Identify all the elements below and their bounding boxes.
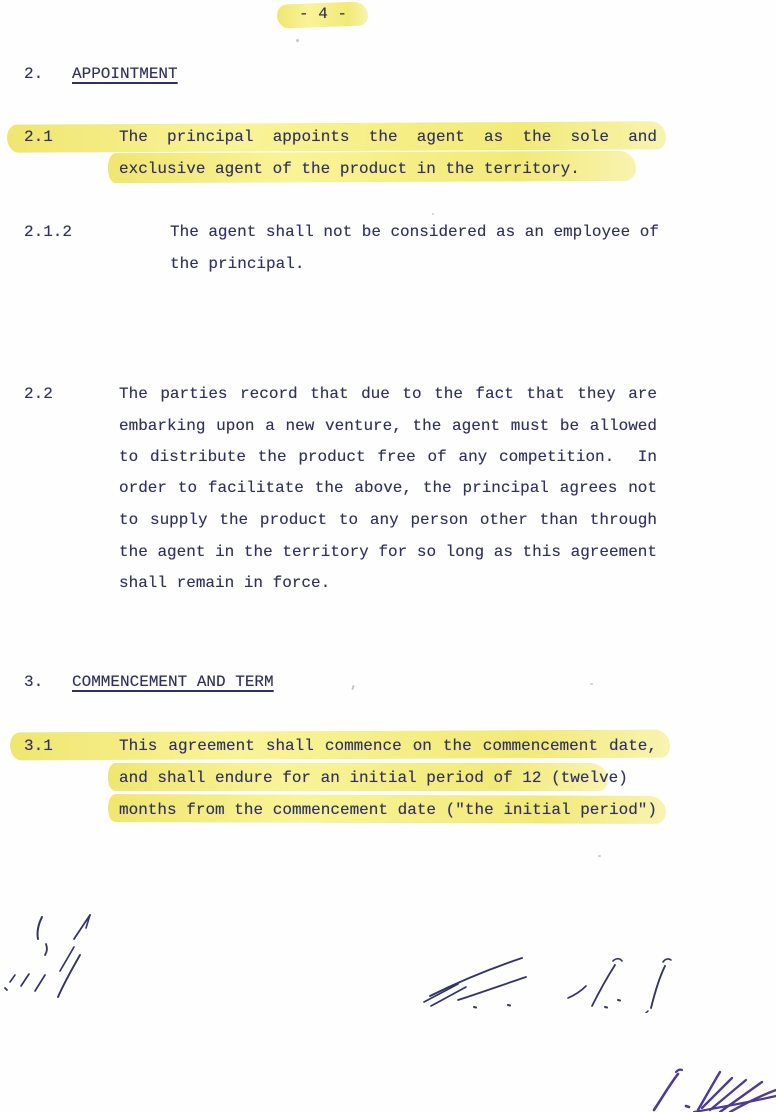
clause-2-1-line-1: The principal appoints the agent as the sole and (119, 128, 657, 146)
scan-speck (351, 685, 354, 690)
clause-2-1-line-2: exclusive agent of the product in the territory. (119, 160, 580, 178)
handwritten-initials-right (558, 948, 673, 1013)
clause-2-2-line-6: the agent in the territory for so long as this agreement (119, 543, 657, 561)
clause-3-1-line-1: This agreement shall commence on the commencement date, (119, 737, 657, 755)
handwritten-initials-left (2, 903, 122, 1008)
clause-2-2-line-1: The parties record that due to the fact that they are (119, 385, 657, 403)
clause-2-1-2-line-1: The agent shall not be considered as an employee of (170, 223, 659, 241)
scan-speck (432, 213, 434, 215)
clause-2-2-line-3: to distribute the product free of any competition. In (119, 448, 657, 466)
section-2-title: APPOINTMENT (72, 65, 178, 83)
clause-2-2-number: 2.2 (24, 385, 53, 403)
scan-speck (590, 683, 593, 685)
clause-2-1-2-line-2: the principal. (170, 255, 305, 273)
clause-3-1-line-3: months from the commencement date ("the initial period") (119, 801, 657, 819)
handwritten-initials-center (418, 950, 548, 1010)
section-2-number: 2. (24, 65, 44, 83)
clause-2-1-number: 2.1 (24, 128, 53, 146)
section-3-title: COMMENCEMENT AND TERM (72, 673, 274, 691)
clause-2-1-2-number: 2.1.2 (24, 223, 73, 241)
clause-2-2-line-2: embarking upon a new venture, the agent must be allowed (119, 417, 657, 435)
clause-2-2-line-4: order to facilitate the above, the principal agrees not (119, 479, 657, 497)
signature-bottom-right (636, 1060, 776, 1112)
clause-2-2-line-5: to supply the product to any person other than through (119, 511, 657, 529)
scan-speck (296, 39, 299, 42)
scan-speck (598, 855, 601, 857)
clause-2-2-line-7: shall remain in force. (119, 574, 331, 592)
clause-3-1-line-2: and shall endure for an initial period of 12 (twelve) (119, 769, 628, 787)
page-number: - 4 - (298, 5, 347, 23)
clause-3-1-number: 3.1 (24, 737, 53, 755)
section-3-number: 3. (24, 673, 44, 691)
